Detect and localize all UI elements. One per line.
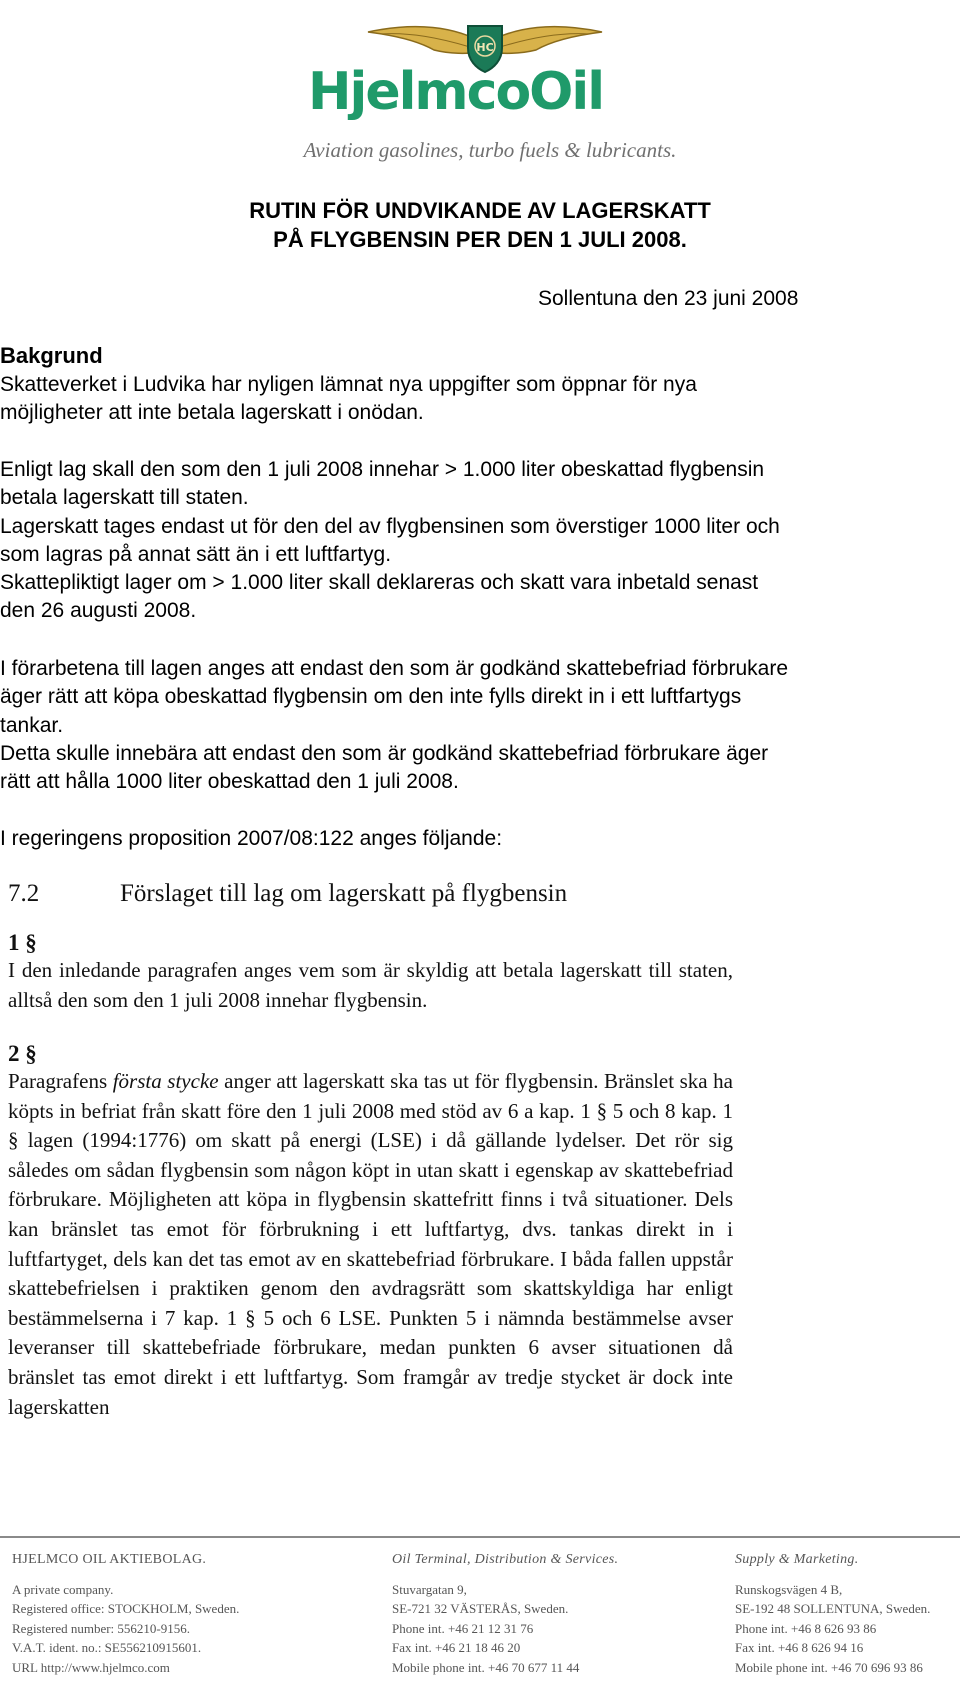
- footer-url[interactable]: URL http://www.hjelmco.com: [12, 1659, 170, 1675]
- footer-line: Runskogsvägen 4 B,: [735, 1582, 843, 1597]
- excerpt-text-segment: Paragrafens: [8, 1069, 113, 1093]
- footer-line: Phone int. +46 8 626 93 86: [735, 1620, 877, 1636]
- footer-line: Fax int. +46 21 18 46 20: [392, 1640, 521, 1656]
- text-line: Enligt lag skall den som den 1 juli 2008 innehar > 1.000 liter obeskattad flygbensin: [0, 458, 765, 481]
- text-line: äger rätt att köpa obeskattad flygbensin om den inte fylls direkt in i ett luftfartygs: [0, 685, 742, 709]
- footer-column-heading: Supply & Marketing.: [735, 1552, 859, 1567]
- document-title-line-1: RUTIN FÖR UNDVIKANDE AV LAGERSKATT: [249, 198, 711, 223]
- footer-line: Stuvargatan 9,: [392, 1582, 467, 1597]
- text-line: Skattepliktigt lager om > 1.000 liter skall deklareras och skatt vara inbetald senast: [0, 571, 759, 595]
- text-line: betala lagerskatt till staten.: [0, 486, 249, 510]
- excerpt-paragraph-text: I den inledande paragrafen anges vem som är skyldig att betala lagerskatt till staten, alltså den som den 1 juli 2008 innehar flygbensin.: [8, 958, 733, 1012]
- text-line: tankar.: [0, 713, 64, 737]
- footer-line: Mobile phone int. +46 70 696 93 86: [735, 1659, 923, 1675]
- text-line: som lagras på annat sätt än i ett luftfartyg.: [0, 542, 392, 566]
- text-line: Skatteverket i Ludvika har nyligen lämnat nya uppgifter som öppnar för nya: [0, 373, 697, 396]
- footer-line: Mobile phone int. +46 70 677 11 44: [392, 1659, 580, 1675]
- footer-company-column: [12, 1552, 239, 1677]
- paragraph-law: [0, 456, 930, 626]
- excerpt-paragraph-text: [8, 1067, 733, 1422]
- footer-divider: [0, 1536, 960, 1538]
- background-heading: Bakgrund: [0, 343, 103, 368]
- logo-wordmark: HjelmcoOil: [308, 62, 604, 122]
- footer-column-heading: HJELMCO OIL AKTIEBOLAG.: [12, 1552, 207, 1567]
- excerpt-heading: [8, 880, 733, 908]
- text-line: den 26 augusti 2008.: [0, 599, 197, 623]
- company-logo: [300, 14, 680, 174]
- document-title-line-2: PÅ FLYGBENSIN PER DEN 1 JULI 2008.: [273, 227, 687, 252]
- paragraph-preparatory-work: [0, 655, 930, 796]
- background-text: [0, 371, 930, 428]
- text-line: I förarbetena till lagen anges att endast den som är godkänd skattebefriad förbrukare: [0, 657, 788, 680]
- footer-line: Fax int. +46 8 626 94 16: [735, 1640, 864, 1656]
- date-line: Sollentuna den 23 juni 2008: [538, 287, 799, 310]
- footer-line: V.A.T. ident. no.: SE556210915601.: [12, 1640, 202, 1656]
- text-line: möjligheter att inte betala lagerskatt i onödan.: [0, 401, 424, 425]
- text-line: I regeringens proposition 2007/08:122 anges följande:: [0, 827, 503, 850]
- excerpt-paragraph-label: 2 §: [8, 1041, 37, 1066]
- excerpt-text-segment: anger att lagerskatt ska tas ut för flygbensin. Bränslet ska ha köpts in befriat från skatt före den 1 juli 2008 med stöd av 6 a kap. 1 § 5 och 8 kap. 1 § lagen (1994:1776) om skatt på energi (LSE) i då gällande lydelser. Det rör sig således om sådan flygbensin som någon köpt in utan skatt i egenskap av skattebefriad förbrukare. Möjligheten att köpa in flygbensin skattefritt finns i två situationer. Dels kan bränslet tas emot för förbrukning i ett luftfartyg, dvs. tankas direkt in i luftfartyget, dels kan det tas emot av en skattebefriad förbrukare. I båda fallen uppstår skattebefrielsen i praktiken genom den avdragsrätt som skattskyldiga har enligt bestämmelserna i 7 kap. 1 § 5 och 6 LSE. Punkten 5 i nämnda bestämmelse avser leveranser till skattebefriade förbrukare, medan punkten 6 avser situationen då bränslet tas emot direkt i ett luftfartyg. Som framgår av tredje stycket är dock inte lagerskatten: [8, 1069, 733, 1419]
- logo-tagline: Aviation gasolines, turbo fuels & lubricants.: [303, 138, 677, 162]
- excerpt-paragraph-label: 1 §: [8, 930, 37, 955]
- text-line: Detta skulle innebära att endast den som är godkänd skattebefriad förbrukare äger: [0, 741, 769, 765]
- text-line: Lagerskatt tages endast ut för den del av flygbensinen som överstiger 1000 liter och: [0, 514, 780, 538]
- footer-line: Phone int. +46 21 12 31 76: [392, 1620, 534, 1636]
- footer-supply-column: [735, 1552, 930, 1677]
- footer-line: SE-721 32 VÄSTERÅS, Sweden.: [392, 1601, 569, 1617]
- proposition-excerpt: [8, 880, 733, 1422]
- text-line: rätt att hålla 1000 liter obeskattad den 1 juli 2008.: [0, 770, 459, 794]
- footer-line: A private company.: [12, 1582, 114, 1597]
- excerpt-italic-segment: första stycke: [112, 1069, 219, 1093]
- logo-badge: HC: [476, 41, 494, 54]
- footer-line: Registered number: 556210-9156.: [12, 1620, 190, 1636]
- footer-column-heading: Oil Terminal, Distribution & Services.: [392, 1552, 619, 1567]
- paragraph-proposition-intro: [0, 825, 930, 853]
- footer-terminal-column: [392, 1552, 618, 1677]
- excerpt-section-title: Förslaget till lag om lagerskatt på flygbensin: [120, 880, 568, 907]
- footer-line: SE-192 48 SOLLENTUNA, Sweden.: [735, 1601, 931, 1617]
- letterhead-footer: [0, 1536, 960, 1695]
- excerpt-section-number: 7.2: [8, 880, 40, 907]
- footer-line: Registered office: STOCKHOLM, Sweden.: [12, 1601, 240, 1617]
